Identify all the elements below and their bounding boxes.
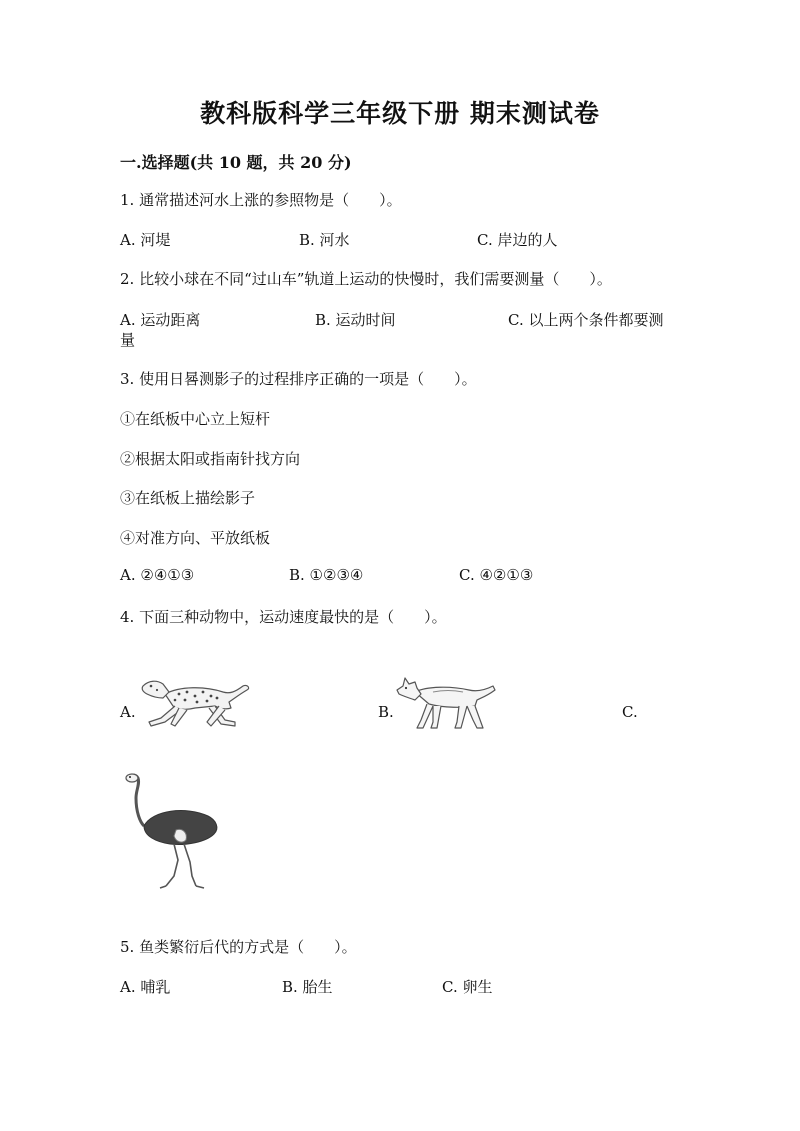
q4-option-b: B.	[378, 703, 394, 721]
question-1-stem: 1. 通常描述河水上涨的参照物是（ ）。	[120, 191, 402, 209]
q1-option-b: B. 河水	[299, 231, 350, 249]
q3-step-2: ②根据太阳或指南针找方向	[120, 450, 301, 468]
q5-option-c: C. 卵生	[442, 978, 493, 996]
q2-option-c-continued: 量	[120, 331, 136, 349]
q1-option-c: C. 岸边的人	[477, 231, 558, 249]
section-heading: 一.选择题(共 10 题，共 20 分)	[120, 153, 352, 172]
question-4-stem: 4. 下面三种动物中，运动速度最快的是（ ）。	[120, 608, 447, 626]
page-title: 教科版科学三年级下册 期末测试卷	[200, 99, 600, 128]
q3-step-3: ③在纸板上描绘影子	[120, 489, 256, 507]
question-2-stem: 2. 比较小球在不同“过山车”轨道上运动的快慢时，我们需要测量（ ）。	[120, 270, 612, 288]
q3-option-c: C. ④②①③	[459, 566, 534, 584]
q3-step-4: ④对准方向、平放纸板	[120, 529, 271, 547]
q2-option-c: C. 以上两个条件都要测	[508, 311, 664, 329]
q3-option-b: B. ①②③④	[289, 566, 364, 584]
q5-option-b: B. 胎生	[282, 978, 333, 996]
q2-option-a: A. 运动距离	[120, 311, 201, 329]
question-3-stem: 3. 使用日晷测影子的过程排序正确的一项是（ ）。	[120, 370, 477, 388]
q3-option-a: A. ②④①③	[120, 566, 195, 584]
q3-step-1: ①在纸板中心立上短杆	[120, 410, 271, 428]
q4-option-a: A.	[120, 703, 136, 721]
q5-option-a: A. 哺乳	[120, 978, 171, 996]
question-5-stem: 5. 鱼类繁衍后代的方式是（ ）。	[120, 938, 357, 956]
cheetah-icon	[135, 672, 255, 730]
q4-option-c: C.	[622, 703, 638, 721]
ostrich-icon	[116, 770, 222, 892]
wolf-icon	[393, 674, 497, 732]
q2-option-b: B. 运动时间	[315, 311, 396, 329]
q1-option-a: A. 河堤	[120, 231, 171, 249]
